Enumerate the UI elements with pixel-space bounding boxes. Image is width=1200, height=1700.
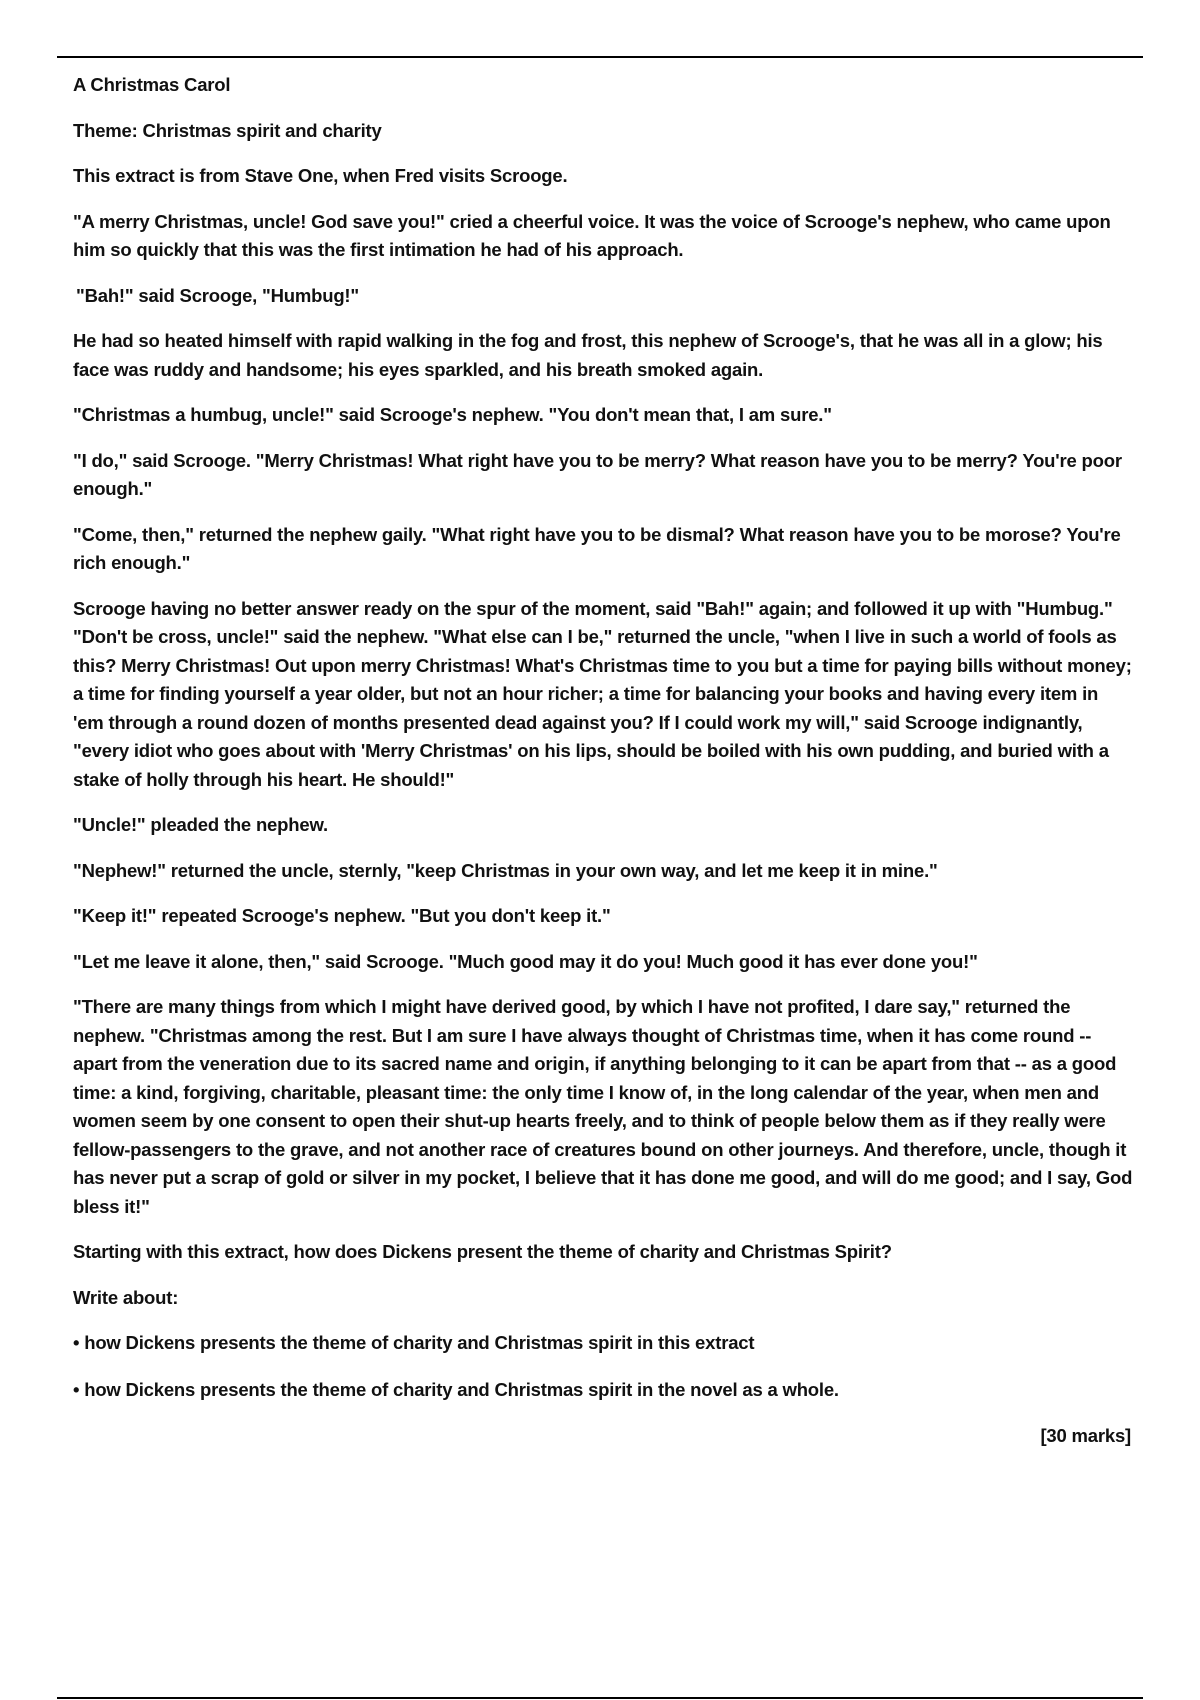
extract-paragraph: Scrooge having no better answer ready on the spur of the moment, said "Bah!" again; and followed it up with "Humbug." "Don't be cross, uncle!" said the nephew. "What else can I be," returned the uncle, "when I live in such a world of fools as this? Merry Christmas! Out upon merry Christmas! What's Christmas time to you but a time for paying bills without money; a time for finding yourself a year older, but not an hour richer; a time for balancing your books and having every item in 'em through a round dozen of months presented dead against you? If I could work my will," said Scrooge indignantly, "every idiot who goes about with 'Merry Christmas' on his lips, should be boiled with his own pudding, and buried with a stake of holly through his heart. He should!": [73, 597, 1132, 790]
essay-question: Starting with this extract, how does Dickens present the theme of charity and Christmas Spirit?: [73, 1241, 892, 1262]
document-body: [73, 71, 1133, 1468]
top-rule: [57, 56, 1143, 58]
theme-line: Theme: Christmas spirit and charity: [73, 119, 382, 141]
document-title: A Christmas Carol: [73, 74, 231, 95]
extract-paragraph: "Keep it!" repeated Scrooge's nephew. "But you don't keep it.": [73, 905, 611, 926]
extract-paragraph: "There are many things from which I might have derived good, by which I have not profited, I dare say," returned the nephew. "Christmas among the rest. But I am sure I have always thought of Christmas time, when it has come round -- apart from the veneration due to its sacred name and origin, if anything belonging to it can be apart from that -- as a good time: a kind, forgiving, charitable, pleasant time: the only time I know of, in the long calendar of the year, when men and women seem by one consent to open their shut-up hearts freely, and to think of people below them as if they really were fellow-passengers to the grave, and not another race of creatures bound on other journeys. And therefore, uncle, though it has never put a scrap of gold or silver in my pocket, I believe that it has done me good, and will do me good; and I say, God bless it!": [73, 996, 1133, 1217]
extract-paragraph: "Let me leave it alone, then," said Scrooge. "Much good may it do you! Much good it has ever done you!": [73, 950, 978, 972]
extract-paragraph: "Christmas a humbug, uncle!" said Scrooge's nephew. "You don't mean that, I am sure.": [73, 404, 832, 425]
extract-paragraph: "I do," said Scrooge. "Merry Christmas! What right have you to be merry? What reason have you to be merry? You're poor enough.": [73, 449, 1122, 499]
extract-paragraph: "A merry Christmas, uncle! God save you!" cried a cheerful voice. It was the voice of Scrooge's nephew, who came upon him so quickly that this was the first intimation he had of his approach.: [73, 210, 1111, 260]
extract-paragraph: He had so heated himself with rapid walking in the fog and frost, this nephew of Scrooge's, that he was all in a glow; his face was ruddy and handsome; his eyes sparkled, and his breath smoked again.: [73, 330, 1103, 380]
marks-label: [30 marks]: [1040, 1425, 1131, 1446]
bullet-point: • how Dickens presents the theme of charity and Christmas spirit in the novel as a whole.: [73, 1378, 839, 1400]
bullet-point: • how Dickens presents the theme of charity and Christmas spirit in this extract: [73, 1332, 755, 1353]
extract-paragraph: "Bah!" said Scrooge, "Humbug!": [76, 284, 359, 306]
extract-paragraph: "Nephew!" returned the uncle, sternly, "keep Christmas in your own way, and let me keep it in mine.": [73, 859, 938, 881]
extract-paragraph: "Come, then," returned the nephew gaily. "What right have you to be dismal? What reason have you to be morose? You're rich enough.": [73, 523, 1121, 573]
write-about-label: Write about:: [73, 1286, 179, 1308]
extract-paragraph: "Uncle!" pleaded the nephew.: [73, 814, 328, 835]
extract-intro: This extract is from Stave One, when Fred visits Scrooge.: [73, 165, 568, 186]
bottom-rule: [57, 1697, 1143, 1699]
